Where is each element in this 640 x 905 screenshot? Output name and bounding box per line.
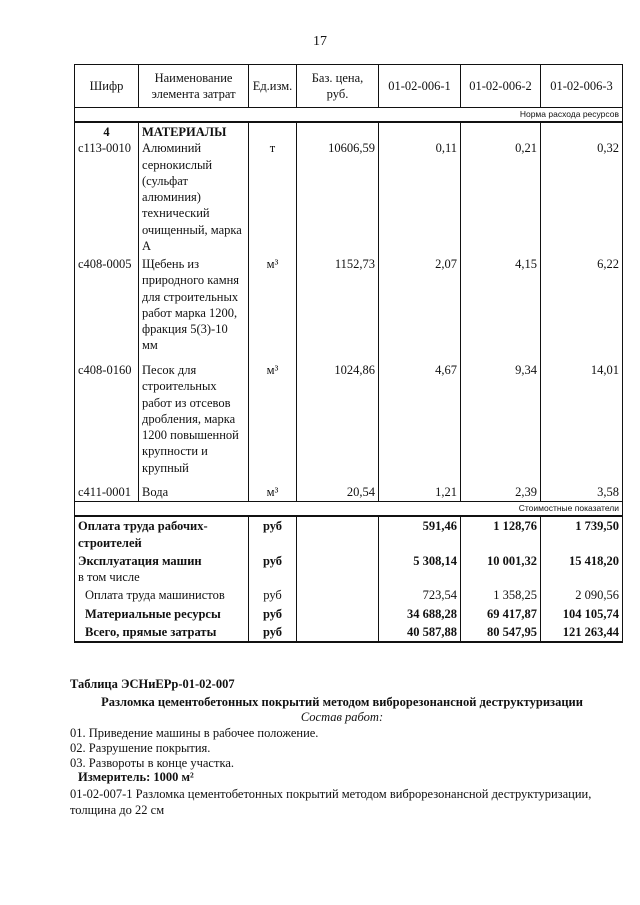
summary-row [75, 552, 623, 587]
summary-price-empty [297, 552, 379, 587]
summary-unit: руб [249, 552, 297, 587]
material-code: с411-0001 [75, 483, 139, 502]
summary-sublabel: в том числе [78, 570, 140, 585]
material-name-cell [139, 122, 249, 255]
material-price: 10606,59 [328, 141, 375, 156]
measure-unit: Измеритель: 1000 м² [78, 770, 194, 784]
material-v2: 9,34 [461, 361, 541, 483]
summary-label: Всего, прямые затраты [75, 623, 249, 642]
work-description: 01-02-007-1 Разломка цементобетонных покрытий методом виброрезонансной деструктуризации, толщина до 22 см [70, 787, 592, 818]
material-price: 1024,86 [297, 361, 379, 483]
summary-label: Эксплуатация машин [78, 553, 202, 568]
material-v3-cell [541, 122, 623, 255]
summary-v1: 723,54 [379, 586, 461, 604]
material-code-cell [75, 122, 139, 255]
summary-label: Оплата труда рабочих-строителей [75, 516, 249, 552]
summary-v2: 1 358,25 [461, 586, 541, 604]
material-v3: 14,01 [541, 361, 623, 483]
summary-v3: 2 090,56 [541, 586, 623, 604]
material-code: с408-0160 [75, 361, 139, 483]
material-unit: м³ [249, 361, 297, 483]
material-unit: м³ [249, 255, 297, 361]
material-v1: 1,21 [379, 483, 461, 502]
summary-price-empty [297, 623, 379, 642]
summary-v1: 591,46 [379, 516, 461, 552]
operation-item: 03. Развороты в конце участка. [70, 756, 234, 770]
material-v1-cell [379, 122, 461, 255]
table2-sostav: Состав работ: [300, 710, 384, 724]
material-v3: 0,32 [597, 141, 619, 156]
material-price: 20,54 [297, 483, 379, 502]
table-header-row [75, 65, 623, 108]
material-v3: 6,22 [541, 255, 623, 361]
material-name: Вода [139, 483, 249, 502]
summary-row [75, 623, 623, 642]
summary-v1: 40 587,88 [379, 623, 461, 642]
summary-label: Материальные ресурсы [75, 605, 249, 623]
material-v2-cell [461, 122, 541, 255]
material-unit: т [269, 141, 276, 156]
table-row [75, 122, 623, 255]
material-unit-cell [249, 122, 297, 255]
header-code: Шифр [75, 65, 139, 108]
table2-name: Разломка цементобетонных покрытий методом виброрезонансной деструктуризации [101, 695, 583, 709]
table-row [75, 255, 623, 361]
material-v2: 4,15 [461, 255, 541, 361]
material-v2: 0,21 [515, 141, 537, 156]
material-code: с408-0005 [75, 255, 139, 361]
material-v1: 2,07 [379, 255, 461, 361]
operation-item: 02. Разрушение покрытия. [70, 741, 211, 755]
summary-row [75, 586, 623, 604]
table-row [75, 361, 623, 483]
material-v1: 0,11 [435, 141, 457, 156]
material-price-cell [297, 122, 379, 255]
cost-label-row [75, 502, 623, 517]
summary-v2: 10 001,32 [461, 552, 541, 587]
header-unit: Ед.изм. [249, 65, 297, 108]
summary-unit: руб [249, 623, 297, 642]
cost-label: Стоимостные показатели [75, 502, 623, 517]
operation-item: 01. Приведение машины в рабочее положение. [70, 726, 319, 740]
material-v1: 4,67 [379, 361, 461, 483]
norm-label-row [75, 108, 623, 123]
summary-unit: руб [249, 516, 297, 552]
material-name: Алюминий сернокислый (сульфат алюминия) технический очищенный, марка А [142, 141, 242, 253]
material-v2: 2,39 [461, 483, 541, 502]
material-unit: м³ [249, 483, 297, 502]
resource-norm-table [74, 64, 623, 643]
summary-unit: руб [249, 586, 297, 604]
summary-price-empty [297, 516, 379, 552]
summary-v2: 69 417,87 [461, 605, 541, 623]
material-price: 1152,73 [297, 255, 379, 361]
summary-v3: 104 105,74 [541, 605, 623, 623]
summary-v3: 1 739,50 [541, 516, 623, 552]
summary-v3: 121 263,44 [541, 623, 623, 642]
summary-price-empty [297, 605, 379, 623]
table-row [75, 483, 623, 502]
material-v3: 3,58 [541, 483, 623, 502]
summary-v3: 15 418,20 [541, 552, 623, 587]
header-price: Баз. цена, руб. [297, 65, 379, 108]
section-code: 4 [103, 125, 110, 140]
summary-v2: 1 128,76 [461, 516, 541, 552]
material-name: Щебень из природного камня для строительных работ марка 1200, фракция 5(3)-10 мм [139, 255, 249, 361]
summary-v1: 5 308,14 [379, 552, 461, 587]
material-code: с113-0010 [78, 141, 131, 156]
summary-v1: 34 688,28 [379, 605, 461, 623]
header-col3: 01-02-006-3 [541, 65, 623, 108]
header-name: Наименование элемента затрат [139, 65, 249, 108]
summary-row [75, 605, 623, 623]
table2-title: Таблица ЭСНиЕРр-01-02-007 [70, 677, 235, 691]
section-title: МАТЕРИАЛЫ [142, 125, 227, 140]
summary-label-cell [75, 552, 249, 587]
material-name: Песок для строительных работ из отсевов дробления, марка 1200 повышенной крупности и крупный [139, 361, 249, 483]
header-col2: 01-02-006-2 [461, 65, 541, 108]
summary-unit: руб [249, 605, 297, 623]
summary-price-empty [297, 586, 379, 604]
norm-label: Норма расхода ресурсов [75, 108, 623, 123]
summary-row [75, 516, 623, 552]
summary-label: Оплата труда машинистов [75, 586, 249, 604]
summary-v2: 80 547,95 [461, 623, 541, 642]
page-number: 17 [313, 34, 327, 49]
header-col1: 01-02-006-1 [379, 65, 461, 108]
